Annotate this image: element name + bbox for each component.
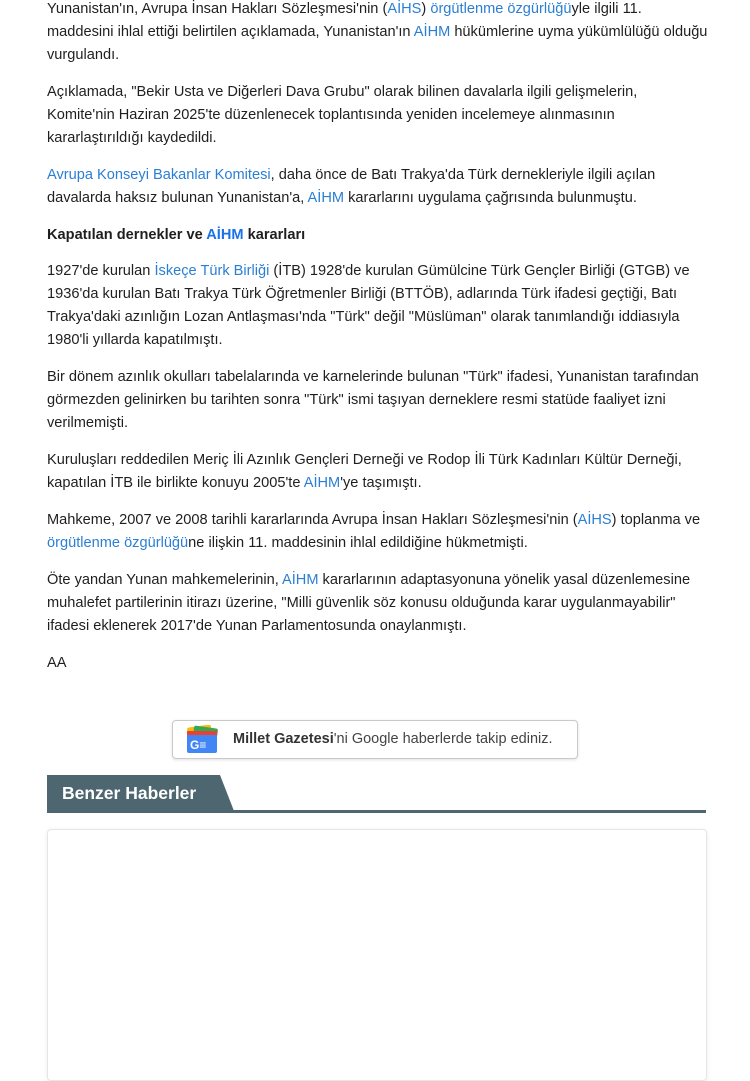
brand-name: Millet Gazetesi: [233, 731, 334, 747]
google-news-icon: [185, 725, 219, 755]
text: ne ilişkin 11. maddesinin ihlal edildiğine hükmetmişti.: [188, 535, 528, 551]
text: Kapatılan dernekler ve: [47, 227, 207, 243]
tag-link-aihm[interactable]: AİHM: [307, 190, 345, 206]
text: kararlarını uygulama çağrısında bulunmuştu.: [344, 190, 637, 206]
article-body: [47, 0, 709, 689]
paragraph: Bir dönem azınlık okulları tabelalarında ve karnelerinde bulunan "Türk" ifadesi, Yunanistan tarafından görmezden gelinirken bu tarihten sonra "Türk" ismi taşıyan derneklere resmi statüde faaliyet izni verilmemişti.: [47, 369, 699, 431]
tag-link-iskece[interactable]: İskeçe Türk Birliği: [154, 263, 270, 279]
paragraph: [47, 509, 709, 555]
paragraph: [47, 164, 709, 210]
related-news-header: [47, 775, 706, 813]
tag-link-aihm[interactable]: AİHM: [413, 24, 451, 40]
text: hükümlerine uyma yükümlülüğü olduğu vurgulandı.: [47, 24, 708, 63]
tag-link-aihm[interactable]: AİHM: [303, 475, 341, 491]
paragraph: [47, 569, 709, 638]
tag-link-orgutlenme[interactable]: örgütlenme özgürlüğü: [430, 1, 572, 17]
text: , daha önce de Batı Trakya'da Türk dernekleriyle ilgili açılan davalarda haksız bulunan Yunanistan'a,: [47, 167, 656, 206]
tag-link-aihm[interactable]: AİHM: [282, 572, 319, 588]
text: ): [421, 1, 431, 17]
article-subheading: [47, 224, 709, 247]
section-divider: [47, 810, 706, 813]
paragraph: [47, 0, 709, 67]
text: kararları: [243, 227, 306, 243]
text: Öte yandan Yunan mahkemelerinin,: [47, 572, 283, 588]
text: Kuruluşları reddedilen Meriç İli Azınlık Gençleri Derneği ve Rodop İli Türk Kadınları Kültür Derneği, kapatılan İTB ile birlikte konuyu 2005'te: [47, 452, 682, 491]
google-news-text: [233, 728, 553, 751]
google-news-follow-button[interactable]: [172, 720, 578, 759]
text: (İTB) 1928'de kurulan Gümülcine Türk Gençler Birliği (GTGB) ve 1936'da kurulan Batı Trakya Türk Öğretmenler Birliği (BTTÖB), adlarında Türk ifadesi geçtiği, Batı Trakya'daki azınlığın Lozan Antlaşması'nda "Türk" değil "Müslüman" olarak tanımlandığı iddiasıyla 1980'li yıllarda kapatılmıştı.: [47, 263, 690, 348]
text: 1927'de kurulan: [47, 263, 155, 279]
paragraph: [47, 449, 709, 495]
text: Mahkeme, 2007 ve 2008 tarihli kararlarında Avrupa İnsan Hakları Sözleşmesi'nin (: [47, 512, 578, 528]
text: yle ilgili 11. maddesini ihlal ettiği belirtilen açıklamada, Yunanistan'ın: [47, 1, 642, 40]
tag-link-aihs[interactable]: AİHS: [387, 1, 422, 17]
text: Yunanistan'ın, Avrupa İnsan Hakları Sözleşmesi'nin (: [47, 1, 388, 17]
related-news-title: Benzer Haberler: [47, 775, 220, 811]
text: 'ni Google haberlerde takip ediniz.: [333, 731, 553, 747]
text: ) toplanma ve: [611, 512, 701, 528]
tag-link-bakanlar-komitesi[interactable]: Avrupa Konseyi Bakanlar Komitesi: [47, 167, 271, 183]
google-news-icon-text: G≡: [190, 737, 207, 752]
paragraph: [47, 260, 709, 352]
tag-link-aihs[interactable]: AİHS: [577, 512, 612, 528]
article-source: AA: [47, 655, 67, 671]
paragraph: Açıklamada, "Bekir Usta ve Diğerleri Dava Grubu" olarak bilinen davalarla ilgili gelişmelerin, Komite'nin Haziran 2025'te düzenlenecek toplantısında yeniden incelemeye alınmasının kararlaştırıldığı kaydedildi.: [47, 84, 638, 146]
tag-link-orgutlenme[interactable]: örgütlenme özgürlüğü: [47, 535, 189, 551]
tag-link-aihm[interactable]: AİHM: [206, 227, 244, 243]
text: kararlarının adaptasyonuna yönelik yasal düzenlemesine muhalefet partilerinin itirazı üzerine, "Milli güvenlik söz konusu olduğunda karar uygulanmayabilir" ifadesi eklenerek 2017'de Yunan Parlamentosunda onaylanmıştı.: [47, 572, 691, 634]
text: 'ye taşımıştı.: [340, 475, 422, 491]
related-news-container: [47, 829, 707, 1081]
